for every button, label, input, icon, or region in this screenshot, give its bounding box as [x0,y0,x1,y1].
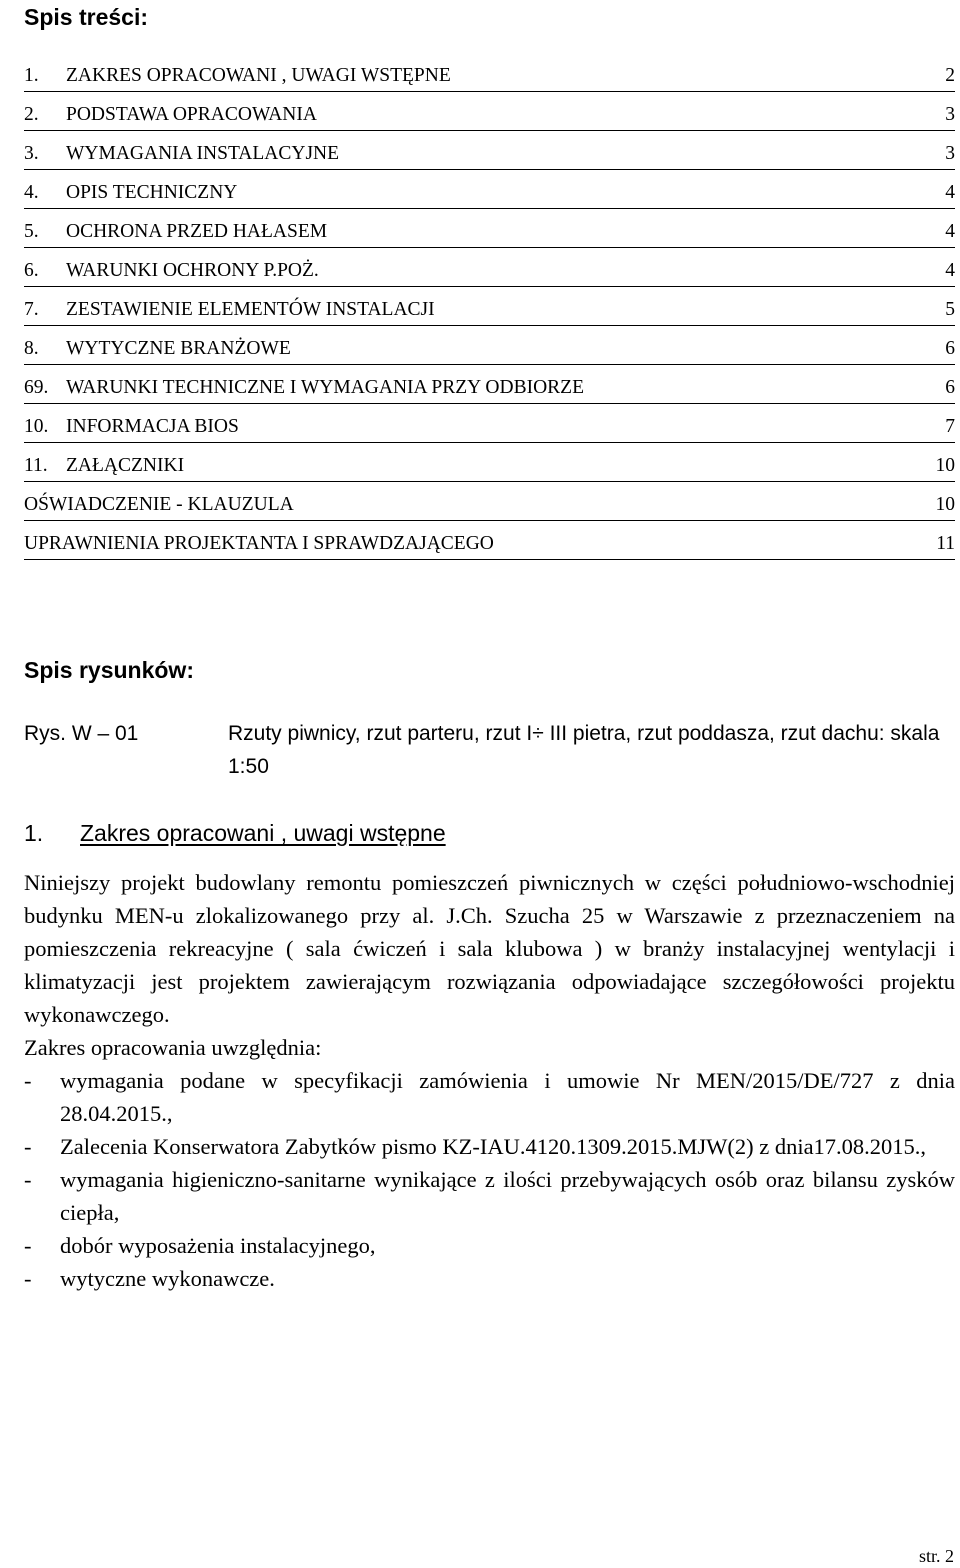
toc-link[interactable] [24,217,955,248]
toc-item [24,61,955,100]
figures-title: Spis rysunków: [24,657,194,683]
toc-item-page: 11 [936,533,955,554]
bullet-dash: - [24,1167,32,1192]
figure-description: Rzuty piwnicy, rzut parteru, rzut I÷ III pietra, rzut poddasza, rzut dachu: skala 1:50 [228,722,940,778]
toc-item [24,373,955,412]
list-item [24,1229,955,1262]
toc-link[interactable] [24,334,955,365]
toc-item-page: 5 [945,299,955,320]
toc-item [24,139,955,178]
toc-item [24,334,955,373]
table-of-contents [24,61,955,568]
toc-item-page: 3 [945,143,955,164]
bullet-dash: - [24,1134,32,1159]
toc-link[interactable] [24,451,955,482]
toc-item [24,412,955,451]
toc-item-text: WYTYCZNE BRANŻOWE [66,338,291,359]
toc-item [24,100,955,139]
toc-item [24,178,955,217]
toc-item [24,529,955,568]
list-item [24,1064,955,1130]
toc-item-text: WARUNKI OCHRONY P.POŻ. [66,260,319,281]
toc-item-text: WYMAGANIA INSTALACYJNE [66,143,340,164]
toc-item-page: 4 [945,182,955,203]
toc-item-text: OCHRONA PRZED HAŁASEM [66,221,328,242]
toc-item [24,256,955,295]
list-item-text: wymagania podane w specyfikacji zamówienia i umowie Nr MEN/2015/DE/727 z dnia 28.04.2015., [60,1068,955,1126]
toc-item [24,451,955,490]
toc-item-page: 2 [945,65,955,86]
toc-item-text: ZAKRES OPRACOWANI , UWAGI WSTĘPNE [66,65,451,86]
list-item [24,1130,955,1163]
bullet-dash: - [24,1068,32,1093]
toc-item-number: 5. [24,221,39,242]
toc-item-text: PODSTAWA OPRACOWANIA [66,104,317,125]
toc-item-number: 3. [24,143,39,164]
toc-item-page: 6 [945,338,955,359]
toc-item-text: OPIS TECHNICZNY [66,182,238,203]
section-number: 1. [24,820,44,846]
toc-link[interactable] [24,139,955,170]
toc-link[interactable] [24,256,955,287]
list-item-text: wymagania higieniczno-sanitarne wynikające z ilości przebywających osób oraz bilansu zysków ciepła, [60,1167,955,1225]
toc-item-page: 10 [935,494,955,515]
toc-item-number: 11. [24,455,48,476]
section-body [24,866,955,1295]
section-title: Zakres opracowani , uwagi wstępne [80,820,446,846]
bullet-dash: - [24,1233,32,1258]
toc-link[interactable] [24,178,955,209]
toc-item-page: 6 [945,377,955,398]
toc-link[interactable] [24,61,955,92]
list-item [24,1163,955,1229]
list-item-text: dobór wyposażenia instalacyjnego, [60,1233,376,1258]
toc-item [24,490,955,529]
toc-item-text: OŚWIADCZENIE - KLAUZULA [24,494,294,515]
toc-item-page: 10 [935,455,955,476]
list-item-text: Zalecenia Konserwatora Zabytków pismo KZ-IAU.4120.1309.2015.MJW(2) z dnia17.08.2015., [60,1134,927,1159]
toc-item-text: ZESTAWIENIE ELEMENTÓW INSTALACJI [66,299,435,320]
toc-title: Spis treści: [24,4,148,30]
list-item [24,1262,955,1295]
toc-item-number: 6. [24,260,39,281]
toc-item [24,217,955,256]
figure-id: Rys. W – 01 [24,722,139,745]
toc-link[interactable] [24,412,955,443]
toc-item-text: INFORMACJA BIOS [66,416,239,437]
list-item-text: wytyczne wykonawcze. [60,1266,275,1291]
toc-item-page: 4 [945,221,955,242]
toc-item-text: ZAŁĄCZNIKI [66,455,185,476]
toc-item-number: 10. [24,416,49,437]
scope-label: Zakres opracowania uwzględnia: [24,1035,322,1060]
toc-link[interactable] [24,295,955,326]
toc-link[interactable] [24,373,955,404]
scope-list [24,1064,955,1295]
page-number: str. 2 [918,1546,954,1566]
toc-item-number: 4. [24,182,39,203]
toc-item-text: WARUNKI TECHNICZNE I WYMAGANIA PRZY ODBIORZE [66,377,584,398]
toc-item-page: 7 [945,416,955,437]
toc-link[interactable] [24,100,955,131]
toc-item-text: UPRAWNIENIA PROJEKTANTA I SPRAWDZAJĄCEGO [24,533,494,554]
toc-item-number: 7. [24,299,39,320]
toc-link[interactable] [24,529,955,560]
section-paragraph: Niniejszy projekt budowlany remontu pomieszczeń piwnicznych w części południowo-wschodniej budynku MEN-u zlokalizowanego przy al. J.Ch. Szucha 25 w Warszawie z przeznaczeniem na pomieszczenia rekreacyjne ( sala ćwiczeń i sala klubowa ) w branży instalacyjnej wentylacji i klimatyzacji jest projektem zawierającym rozwiązania odpowiadające szczegółowości projektu wykonawczego. [24,870,955,1027]
toc-item-number: 1. [24,65,39,86]
toc-item-number: 8. [24,338,39,359]
toc-link[interactable] [24,490,955,521]
toc-item-page: 4 [945,260,955,281]
section-heading [24,815,446,851]
toc-item-number: 69. [24,377,49,398]
toc-item-page: 3 [945,104,955,125]
bullet-dash: - [24,1266,32,1291]
toc-item-number: 2. [24,104,39,125]
toc-item [24,295,955,334]
